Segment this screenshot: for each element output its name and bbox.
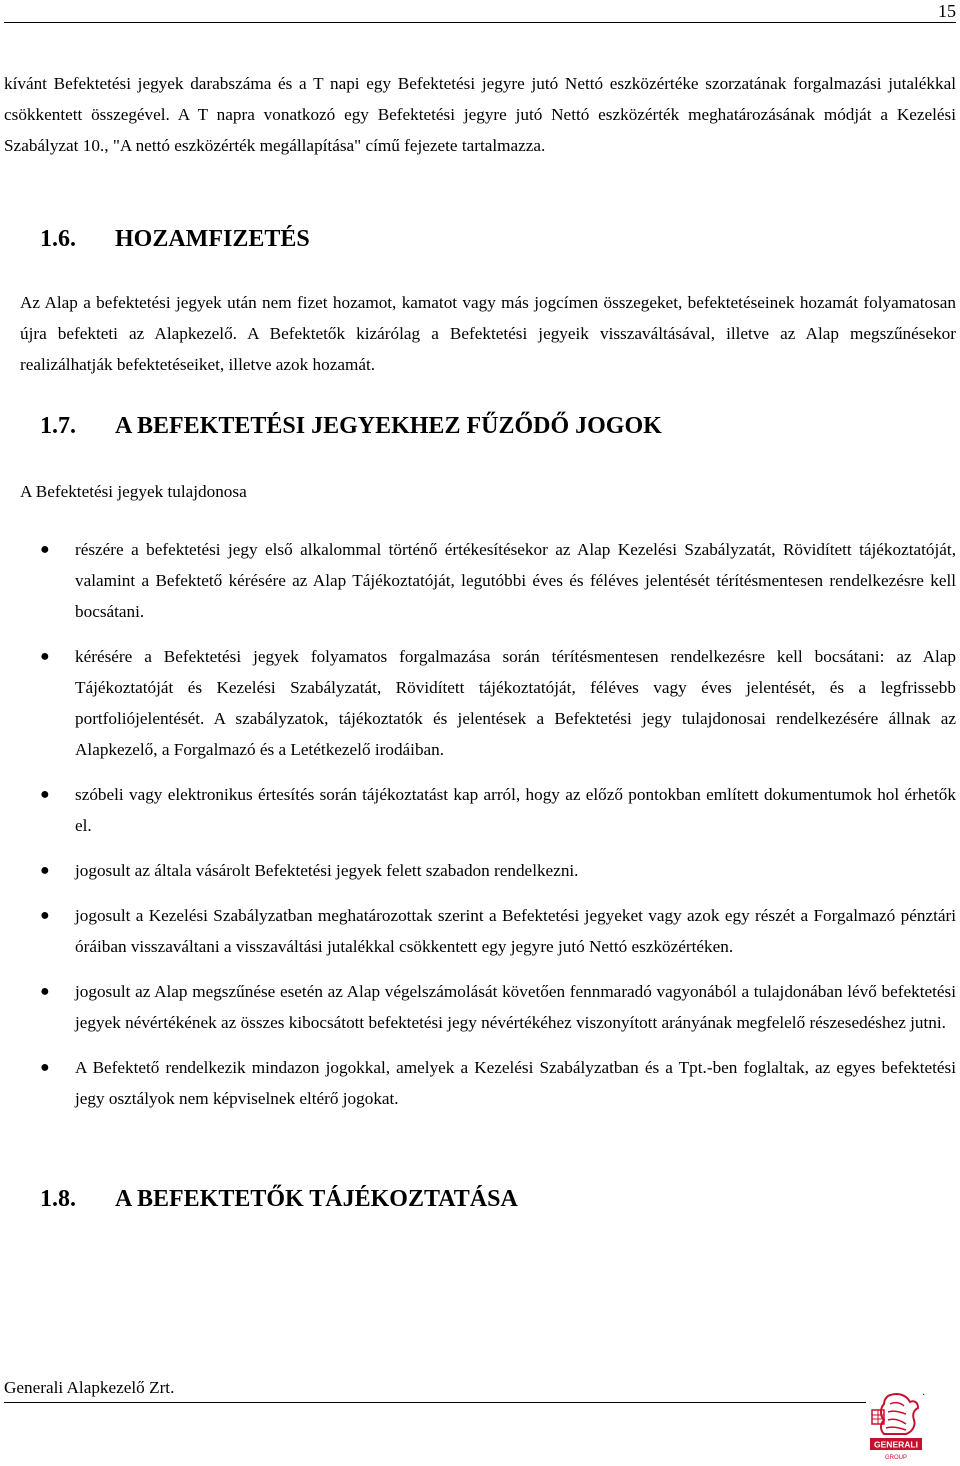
logo-text: GENERALI	[874, 1439, 918, 1450]
bullet-icon: ●	[40, 862, 50, 879]
list-item	[0, 1052, 956, 1114]
list-item	[0, 534, 956, 627]
list-item	[0, 641, 956, 765]
section-heading-1-7	[40, 411, 662, 441]
header-rule	[4, 22, 956, 23]
section-title: HOZAMFIZETÉS	[115, 226, 310, 252]
section-title: A BEFEKTETÉSI JEGYEKHEZ FŰZŐDŐ JOGOK	[115, 413, 662, 439]
section-number: 1.8.	[40, 1186, 76, 1212]
list-item-text: jogosult a Kezelési Szabályzatban meghatározottak szerint a Befektetési jegyeket vagy azok egy részét a Forgalmazó pénztári óráiban visszaváltani a visszaváltási jutalékkal csökkentett egy jegyre jutó Nettó eszközértéken.	[75, 906, 956, 956]
footer-company: Generali Alapkezelő Zrt.	[4, 1378, 175, 1397]
footer-dot: ·	[922, 1390, 926, 1401]
rights-list	[0, 534, 956, 1128]
list-item-text: jogosult az Alap megszűnése esetén az Alap végelszámolását követően fennmaradó vagyonából a tulajdonában lévő befektetési jegyek névértékének az összes kibocsátott befektetési jegy névértékéhez viszonyított arányának megfelelő részesedéshez jutni.	[75, 982, 956, 1032]
section-title: A BEFEKTETŐK TÁJÉKOZTATÁSA	[115, 1186, 518, 1212]
list-item	[0, 779, 956, 841]
bullet-icon: ●	[40, 1059, 50, 1076]
list-item	[0, 855, 956, 886]
section-1-7-lead: A Befektetési jegyek tulajdonosa	[20, 482, 247, 501]
bullet-icon: ●	[40, 907, 50, 924]
list-item-text: részére a befektetési jegy első alkalommal történő értékesítésekor az Alap Kezelési Szabályzatát, Rövidített tájékoztatóját, valamint a Befektető kérésére az Alap Tájékoztatóját, legutóbbi éves és féléves jelentését térítésmentesen rendelkezésre kell bocsátani.	[75, 540, 956, 621]
lion-icon	[872, 1394, 918, 1434]
list-item-text: szóbeli vagy elektronikus értesítés során tájékoztatást kap arról, hogy az előző pontokban említett dokumentumok hol érhetők el.	[75, 785, 956, 835]
generali-logo	[866, 1390, 926, 1462]
list-item	[0, 900, 956, 962]
bullet-icon: ●	[40, 541, 50, 558]
section-number: 1.6.	[40, 226, 76, 252]
intro-paragraph: kívánt Befektetési jegyek darabszáma és a T napi egy Befektetési jegyre jutó Nettó eszközértéke szorzatának forgalmazási jutalékkal csökkentett összegével. A T napra vonatkozó egy Befektetési jegyre jutó Nettó eszközérték meghatározásának módját a Kezelési Szabályzat 10., "A nettó eszközérték megállapítása" című fejezete tartalmazza.	[4, 74, 956, 155]
section-heading-1-6	[40, 224, 310, 254]
list-item-text: jogosult az általa vásárolt Befektetési jegyek felett szabadon rendelkezni.	[75, 861, 579, 880]
list-item	[0, 976, 956, 1038]
bullet-icon: ●	[40, 983, 50, 1000]
list-item-text: A Befektető rendelkezik mindazon jogokkal, amelyek a Kezelési Szabályzatban és a Tpt.-ben foglaltak, az egyes befektetési jegy osztályok nem képviselnek eltérő jogokat.	[75, 1058, 956, 1108]
list-item-text: kérésére a Befektetési jegyek folyamatos forgalmazása során térítésmentesen rendelkezésre kell bocsátani: az Alap Tájékoztatóját és Kezelési Szabályzatát, Rövidített tájékoztatóját, féléves vagy éves jelentését, és a legfrissebb portfoliójelentését. A szabályzatok, tájékoztatók és jelentések a Befektetési jegy tulajdonosai rendelkezésére állnak az Alapkezelő, a Forgalmazó és a Letétkezelő irodáiban.	[75, 647, 956, 759]
section-heading-1-8	[40, 1184, 518, 1214]
page-number: 15	[938, 1, 956, 21]
section-1-6-paragraph: Az Alap a befektetési jegyek után nem fizet hozamot, kamatot vagy más jogcímen összegeket, befektetéseinek hozamát folyamatosan újra befekteti az Alapkezelő. A Befektetők kizárólag a Befektetési jegyeik visszaváltásával, illetve az Alap megszűnésekor realizálhatják befektetéseiket, illetve azok hozamát.	[20, 293, 956, 374]
bullet-icon: ●	[40, 786, 50, 803]
logo-subtext: GROUP	[884, 1455, 908, 1461]
section-number: 1.7.	[40, 413, 76, 439]
footer-rule	[4, 1402, 866, 1403]
bullet-icon: ●	[40, 648, 50, 665]
